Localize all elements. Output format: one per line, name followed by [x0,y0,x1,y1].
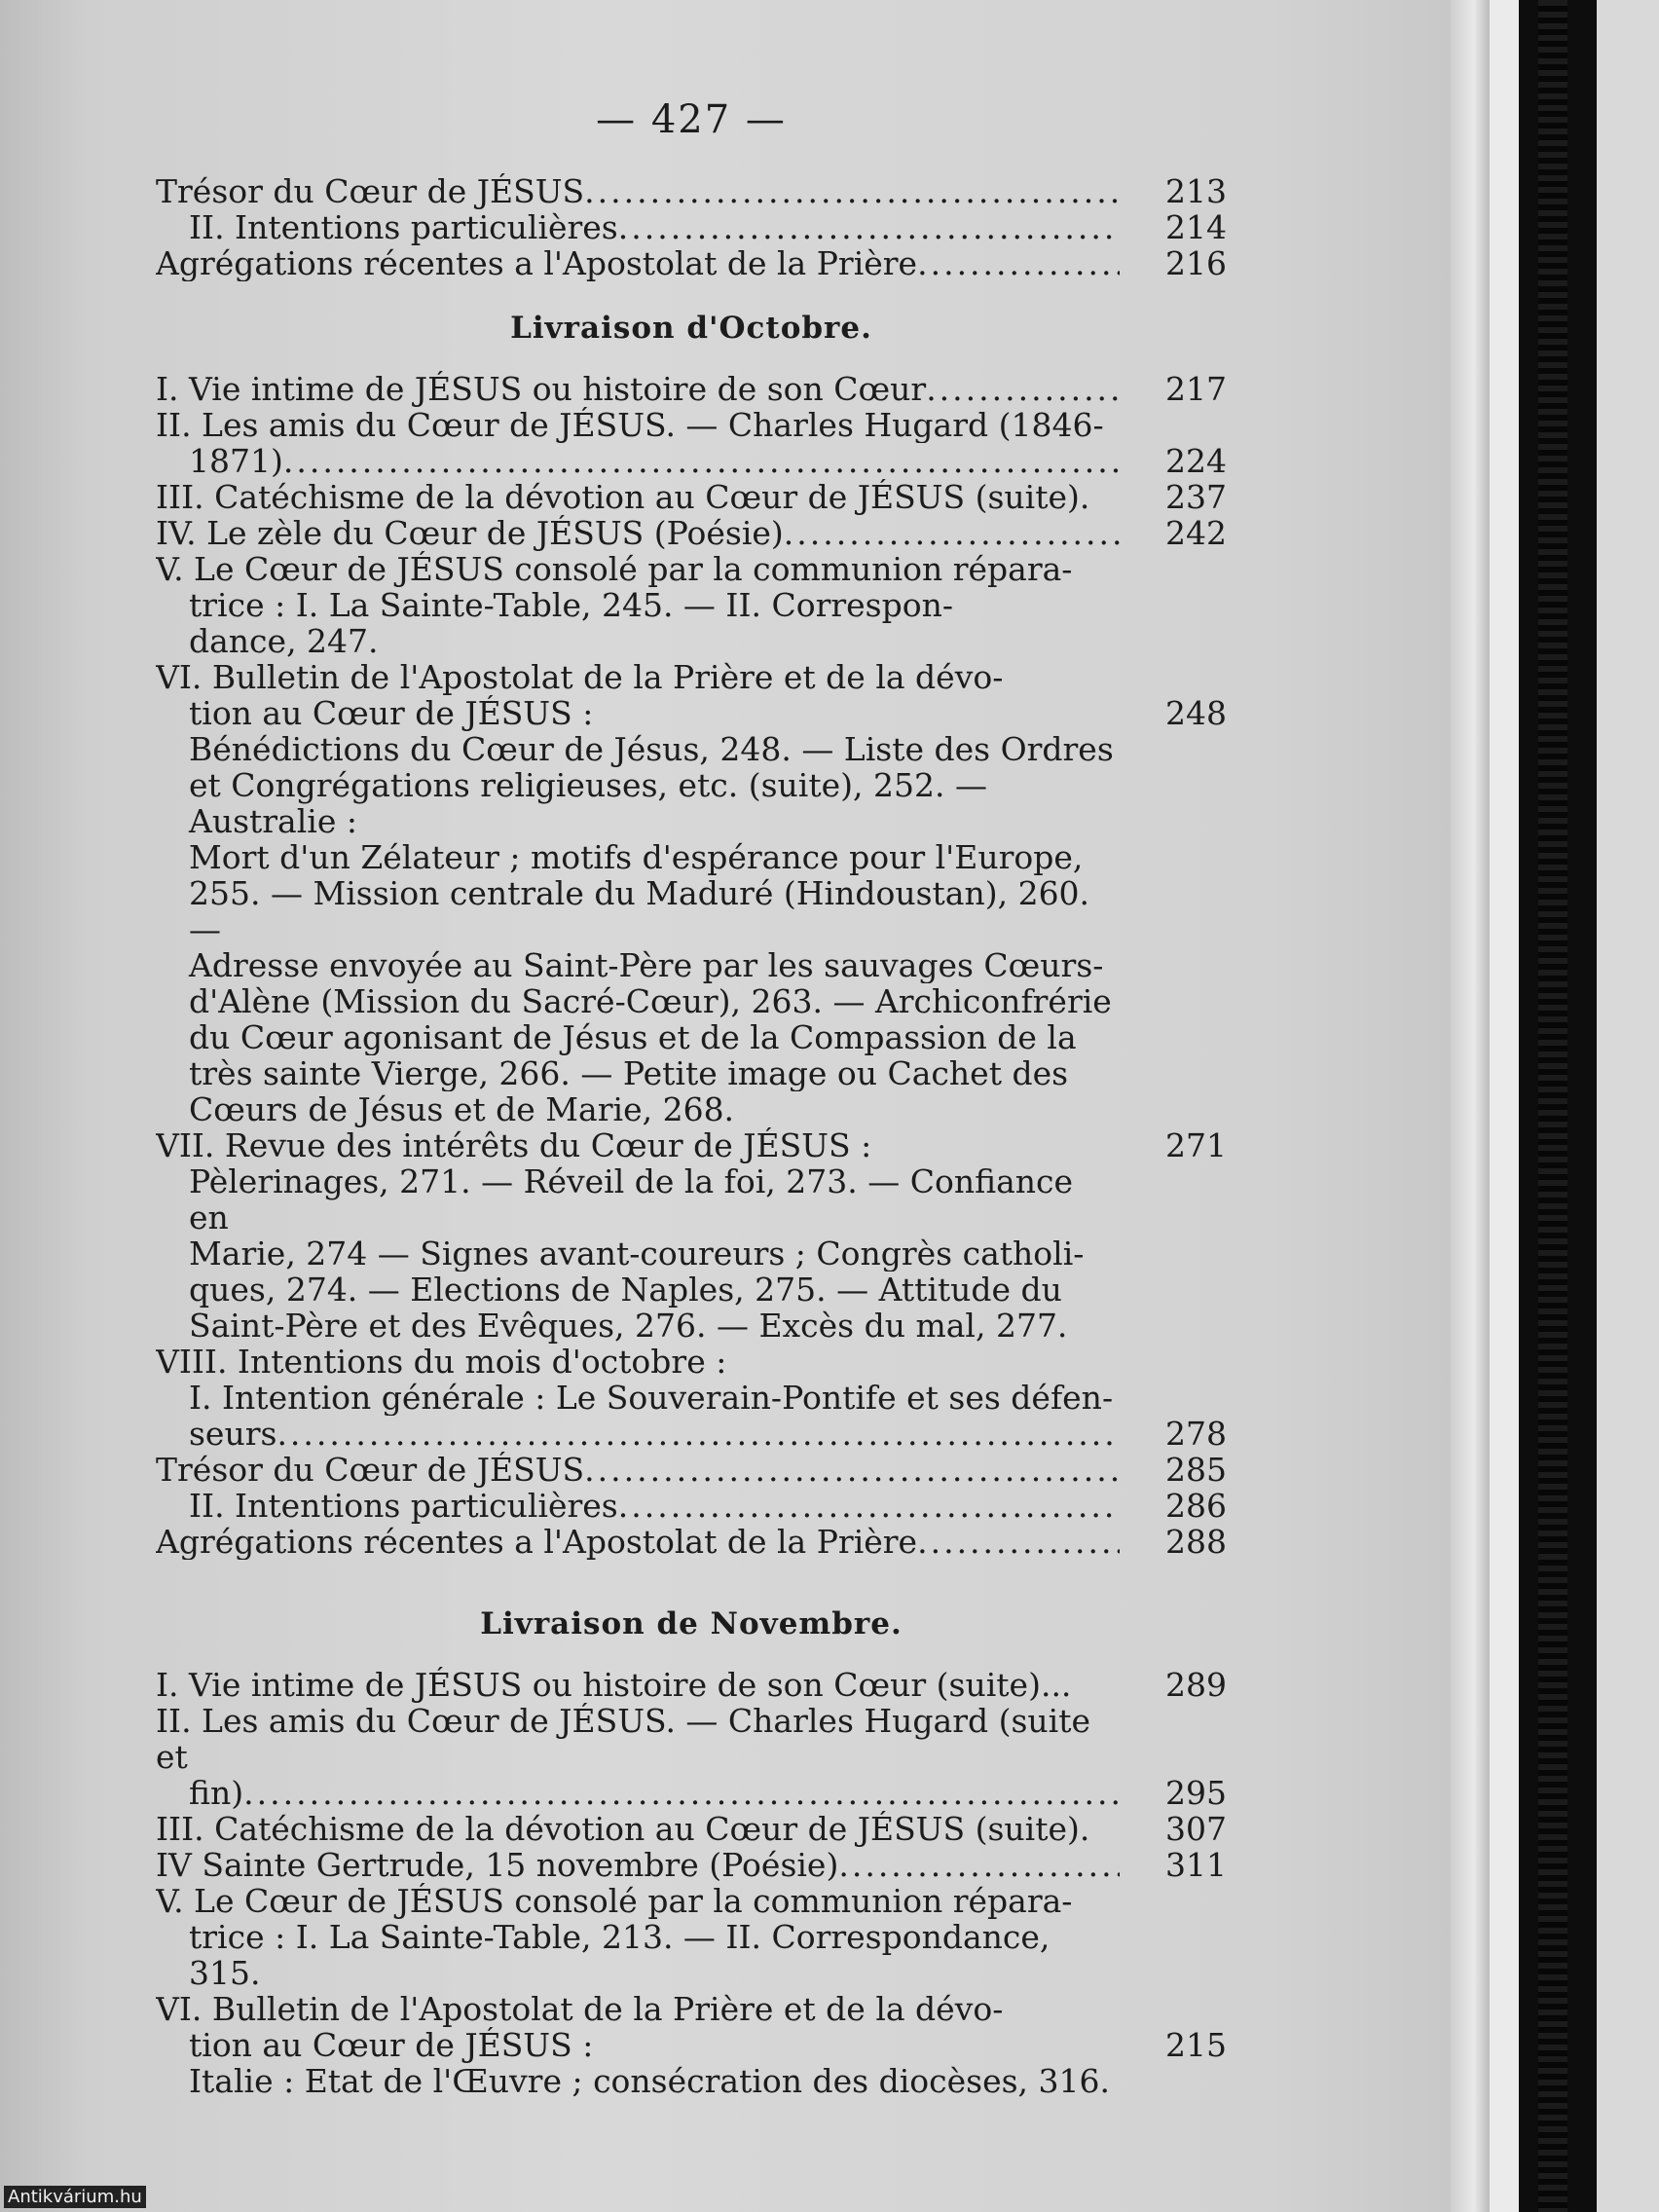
toc-entry [156,1344,1227,1380]
toc-entry-text: VI. Bulletin de l'Apostolat de la Prière et de la dévo- [156,659,1004,695]
toc-entry-text: tion au Cœur de JÉSUS : [189,2027,594,2063]
toc-entry [156,1091,1227,1127]
toc-october-list [156,371,1227,1560]
toc-entry [156,245,1227,281]
toc-entry [156,1847,1227,1883]
dot-leader [618,209,1120,245]
toc-entry [156,1308,1227,1344]
page-edge [1490,0,1519,2212]
toc-entry-text: Trésor du Cœur de JÉSUS [156,173,585,209]
toc-entry-text: Italie : Etat de l'Œuvre ; consécration des diocèses, 316. [189,2063,1110,2099]
dot-leader [243,1775,1120,1811]
toc-entry-text: ques, 274. — Elections de Naples, 275. — Attitude du [189,1272,1062,1308]
toc-page-number: 217 [1165,371,1227,407]
toc-entry [156,1667,1227,1703]
dot-leader [584,173,1120,209]
toc-entry-text: I. Vie intime de JÉSUS ou histoire de son Cœur [156,371,927,407]
toc-entry-text: Cœurs de Jésus et de Marie, 268. [189,1091,735,1127]
toc-entry [156,1811,1227,1847]
toc-entry [156,623,1227,659]
toc-page-number: 311 [1165,1847,1227,1883]
toc-entry [156,1919,1227,1955]
toc-entry-text: 1871) [189,443,283,479]
toc-entry-text: IV Sainte Gertrude, 15 novembre (Poésie) [156,1847,839,1883]
toc-page-number: 216 [1165,245,1227,281]
toc-page-number: 285 [1165,1452,1227,1488]
toc-page-number: 242 [1165,515,1227,551]
toc-entry-text: d'Alène (Mission du Sacré-Cœur), 263. — Archiconfrérie [189,983,1112,1019]
toc-page-number: 237 [1165,479,1227,515]
toc-entry-text: Trésor du Cœur de JÉSUS [156,1452,585,1488]
toc-entry-text: trice : I. La Sainte-Table, 245. — II. Correspon- [189,587,953,623]
toc-page-number: 248 [1165,695,1227,731]
toc-entry-text: VII. Revue des intérêts du Cœur de JÉSUS : [156,1127,872,1163]
page-number: — 427 — [596,97,787,142]
toc-page-number: 278 [1165,1416,1227,1452]
toc-entry-text: tion au Cœur de JÉSUS : [189,695,594,731]
dot-leader [917,245,1120,281]
section-title-october: Livraison d'Octobre. [510,311,872,346]
toc-page-number: 286 [1165,1488,1227,1524]
toc-page-number: 224 [1165,443,1227,479]
toc-entry-text: Bénédictions du Cœur de Jésus, 248. — Liste des Ordres [189,731,1114,767]
toc-entry-text: Adresse envoyée au Saint-Père par les sauvages Cœurs- [189,947,1104,983]
toc-entry-text: III. Catéchisme de la dévotion au Cœur de JÉSUS (suite). [156,1811,1090,1847]
toc-entry [156,947,1227,983]
toc-entry-text: V. Le Cœur de JÉSUS consolé par la communion répara- [156,551,1073,587]
toc-entry-text: I. Intention générale : Le Souverain-Pontife et ses défen- [189,1380,1114,1416]
watermark: Antikvárium.hu [4,2186,146,2208]
dot-leader [618,1488,1120,1524]
toc-entry-text: II. Les amis du Cœur de JÉSUS. — Charles Hugard (suite et [156,1703,1090,1775]
toc-entry [156,407,1227,443]
toc-entry-text: II. Les amis du Cœur de JÉSUS. — Charles Hugard (1846- [156,407,1104,443]
toc-entry-text: III. Catéchisme de la dévotion au Cœur de JÉSUS (suite). [156,479,1090,515]
toc-entry-text: II. Intentions particulières [189,1488,618,1524]
toc-entry [156,587,1227,623]
toc-entry-text: I. Vie intime de JÉSUS ou histoire de son Cœur (suite)... [156,1667,1072,1703]
toc-entry [156,2063,1227,2099]
toc-entry [156,1055,1227,1091]
toc-entry [156,1452,1227,1488]
toc-entry [156,2027,1227,2063]
spine-texture [1538,0,1567,2212]
toc-entry [156,1127,1227,1163]
toc-entry [156,371,1227,407]
toc-entry-text: seurs [189,1416,277,1452]
toc-entry-text: IV. Le zèle du Cœur de JÉSUS (Poésie) [156,515,784,551]
toc-page-number: 214 [1165,209,1227,245]
toc-page-number: 295 [1165,1775,1227,1811]
toc-entry-text: VIII. Intentions du mois d'octobre : [156,1344,727,1380]
toc-entry [156,1775,1227,1811]
dot-leader [584,1452,1120,1488]
toc-entry [156,1488,1227,1524]
dot-leader [926,371,1120,407]
toc-entry-text: II. Intentions particulières [189,209,618,245]
toc-entry-text: trice : I. La Sainte-Table, 213. — II. Correspondance, [189,1919,1051,1955]
toc-entry [156,983,1227,1019]
toc-entry-text: fin) [189,1775,244,1811]
toc-entry [156,1416,1227,1452]
toc-november-list [156,1667,1227,2099]
toc-entry-text: Agrégations récentes a l'Apostolat de la Prière [156,245,918,281]
toc-entry-text: Agrégations récentes a l'Apostolat de la Prière [156,1524,918,1560]
toc-entry [156,1883,1227,1919]
dot-leader [283,443,1120,479]
toc-page-number: 215 [1165,2027,1227,2063]
toc-top-list [156,173,1227,281]
toc-entry [156,767,1227,839]
background-right [1597,0,1659,2212]
toc-entry-text: Marie, 274 — Signes avant-coureurs ; Congrès catholi- [189,1235,1085,1272]
toc-entry-text: très sainte Vierge, 266. — Petite image ou Cachet des [189,1055,1069,1091]
toc-page-number: 288 [1165,1524,1227,1560]
toc-entry [156,1703,1227,1775]
toc-page-number: 271 [1165,1127,1227,1163]
section-title-november: Livraison de Novembre. [480,1606,903,1641]
toc-entry [156,1524,1227,1560]
toc-entry [156,1235,1227,1272]
toc-entry [156,875,1227,947]
toc-entry [156,209,1227,245]
toc-entry-text: Mort d'un Zélateur ; motifs d'espérance pour l'Europe, [189,839,1084,875]
toc-entry [156,551,1227,587]
toc-page-number: 213 [1165,173,1227,209]
toc-entry [156,1991,1227,2027]
toc-entry-text: Saint-Père et des Evêques, 276. — Excès du mal, 277. [189,1308,1068,1344]
toc-entry [156,173,1227,209]
toc-entry [156,515,1227,551]
toc-entry-text: et Congrégations religieuses, etc. (suite), 252. — Australie : [189,767,987,839]
toc-entry [156,1272,1227,1308]
toc-entry-text: V. Le Cœur de JÉSUS consolé par la communion répara- [156,1883,1073,1919]
toc-entry [156,839,1227,875]
toc-entry-text: VI. Bulletin de l'Apostolat de la Prière et de la dévo- [156,1991,1004,2027]
dot-leader [917,1524,1120,1560]
toc-entry-text: 315. [189,1955,261,1991]
dot-leader [784,515,1120,551]
toc-page-number: 289 [1165,1667,1227,1703]
dot-leader [276,1416,1120,1452]
toc-entry [156,1163,1227,1235]
toc-page-number: 307 [1165,1811,1227,1847]
toc-entry-text: Pèlerinages, 271. — Réveil de la foi, 273. — Confiance en [189,1163,1074,1235]
toc-entry [156,443,1227,479]
toc-entry [156,695,1227,731]
toc-entry [156,479,1227,515]
toc-entry-text: dance, 247. [189,623,379,659]
toc-entry-text: 255. — Mission centrale du Maduré (Hindoustan), 260. — [189,875,1090,947]
dot-leader [838,1847,1120,1883]
toc-entry [156,659,1227,695]
toc-entry [156,1019,1227,1055]
toc-entry [156,1955,1227,1991]
toc-entry [156,1380,1227,1416]
table-of-contents [156,173,1227,2099]
page-gutter-shadow [1451,0,1490,2212]
toc-entry-text: du Cœur agonisant de Jésus et de la Compassion de la [189,1019,1077,1055]
toc-entry [156,731,1227,767]
